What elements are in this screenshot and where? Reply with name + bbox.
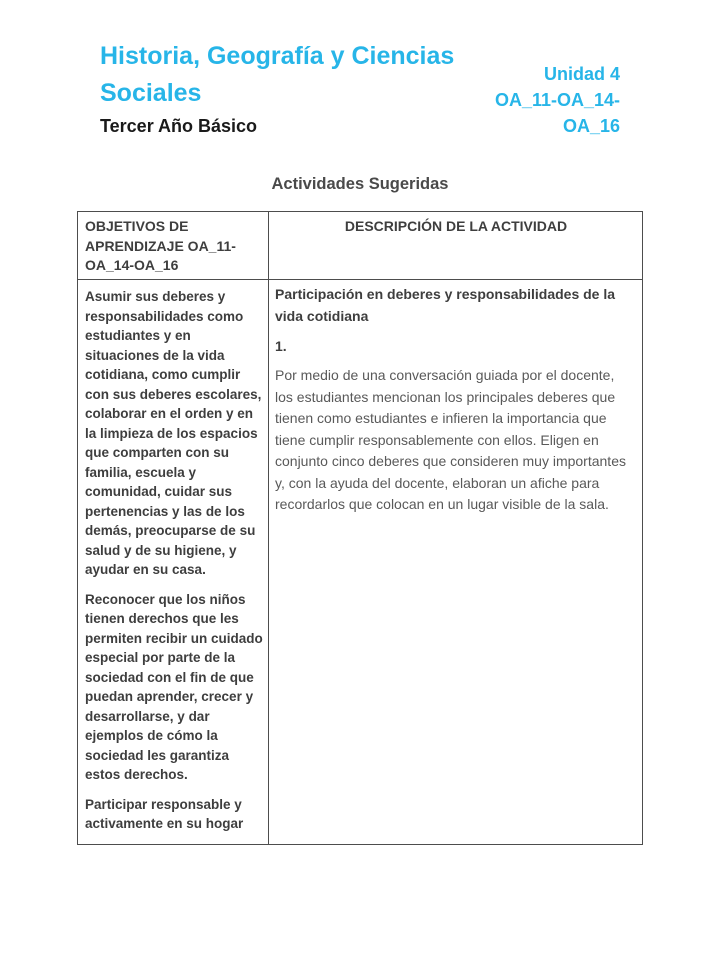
header-right	[463, 61, 620, 139]
description-column-header: DESCRIPCIÓN DE LA ACTIVIDAD	[269, 212, 643, 280]
objectives-column-header: OBJETIVOS DE APRENDIZAJE OA_11-OA_14-OA_16	[78, 212, 269, 280]
grade-level: Tercer Año Básico	[100, 116, 258, 136]
objective-paragraph: Reconocer que los niños tienen derechos que les permiten recibir un cuidado especial por parte de la sociedad con el fin de que puedan aprender, crecer y desarrollarse, y dar ejemplos de cómo la sociedad les garantiza estos derechos.	[85, 591, 263, 782]
oa-codes: OA_11-OA_14-OA_16	[494, 90, 620, 136]
table-header-row	[78, 212, 643, 280]
document-page	[0, 38, 720, 970]
table-body-row	[78, 280, 643, 845]
activity-title: Participación en deberes y responsabilidades de la vida cotidiana	[275, 286, 616, 324]
objectives-cell	[78, 280, 269, 845]
activity-number: 1.	[275, 338, 287, 354]
objective-paragraph: Asumir sus deberes y responsabilidades como estudiantes y en situaciones de la vida cotidiana, como cumplir con sus deberes escolares, colaborar en el orden y en la limpieza de los espacios que comparten con su familia, escuela y comunidad, cuidar sus pertenencias y las de los demás, preocuparse de su salud y de su higiene, y ayudar en su casa.	[85, 289, 262, 577]
activity-description: Por medio de una conversación guiada por el docente, los estudiantes mencionan los principales deberes que tienen como estudiantes e infieren la importancia que tiene cumplir responsablemente con ellos. Eligen en conjunto cinco deberes que consideren muy importantes y, con la ayuda del docente, elaboran un afiche para recordarlos que colocan en un lugar visible de la sala.	[275, 367, 626, 512]
header-left	[100, 38, 463, 139]
objective-paragraph: Participar responsable y activamente en su hogar	[85, 796, 244, 831]
activities-table	[77, 211, 643, 845]
subject-title: Historia, Geografía y Ciencias Sociales	[100, 42, 455, 107]
activity-cell	[269, 280, 643, 845]
section-title: Actividades Sugeridas	[271, 175, 449, 193]
document-header	[100, 38, 620, 139]
unit-label: Unidad 4	[543, 64, 620, 84]
